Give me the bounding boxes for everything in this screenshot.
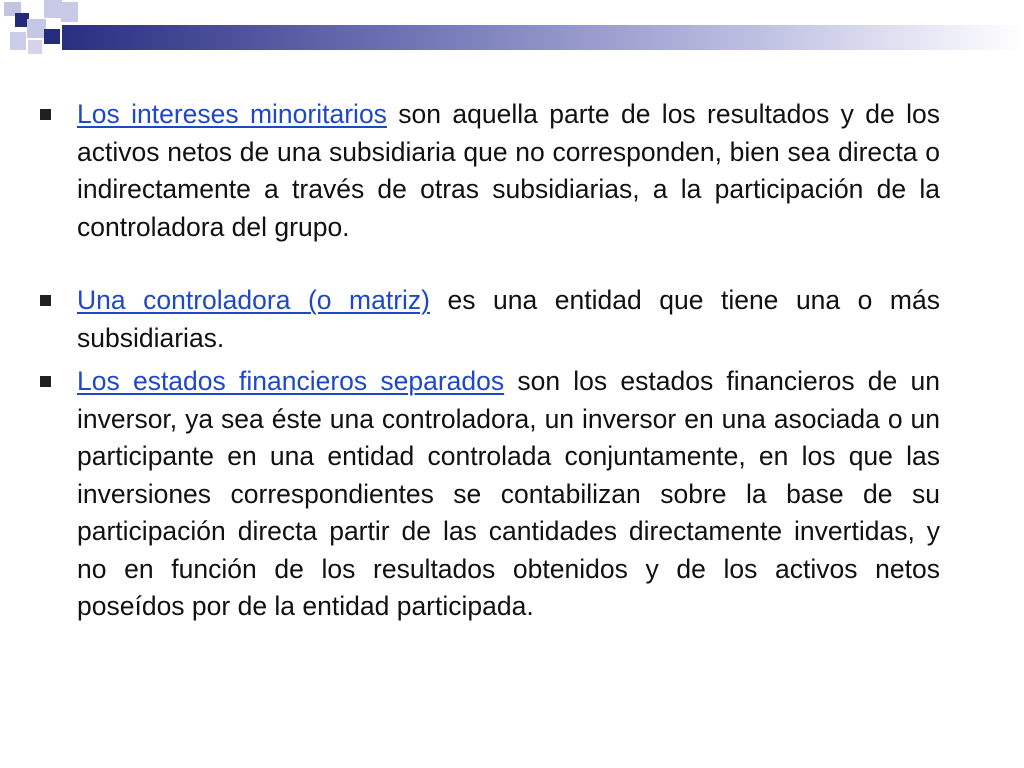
header-decoration [0,0,1024,60]
bullet-item-controladora [40,282,940,357]
bullet-list [40,96,940,626]
bullet-item-intereses-minoritarios [40,96,940,246]
bullet-text: son aquella parte de los resultados y de los activos netos de una subsidiaria que no corresponden, bien sea directa o indirectamente a través de otras subsidiarias, a la participación de la controladora del grupo. [77,99,940,242]
decor-square-navy-2 [44,29,60,44]
decor-square-lavender-4 [61,2,78,22]
decor-square-lavender-2 [27,19,46,38]
term-link-estados-separados[interactable]: Los estados financieros separados [77,366,505,396]
square-bullet-icon [40,109,51,120]
decor-gradient-band [62,25,1024,50]
decor-square-lavender-3 [44,0,62,18]
bullet-text: es una entidad que tiene una o más subsidiarias. [77,285,940,353]
square-bullet-icon [40,376,51,387]
term-link-controladora[interactable]: Una controladora (o matriz) [77,285,431,315]
decor-square-lavender-5 [10,32,26,50]
decor-square-navy-1 [15,13,29,27]
term-link-intereses-minoritarios[interactable]: Los intereses minoritarios [77,99,387,129]
bullet-text: son los estados financieros de un inversor, ya sea éste una controladora, un inversor en una asociada o un participante en una entidad controlada conjuntamente, en los que las inversiones correspondientes se contabilizan sobre la base de su participación directa partir de las cantidades directamente invertidas, y no en función de los resultados obtenidos y de los activos netos poseídos por de la entidad participada. [77,366,940,621]
decor-square-lavender-6 [28,40,42,54]
square-bullet-icon [40,295,51,306]
bullet-item-estados-separados [40,363,940,626]
